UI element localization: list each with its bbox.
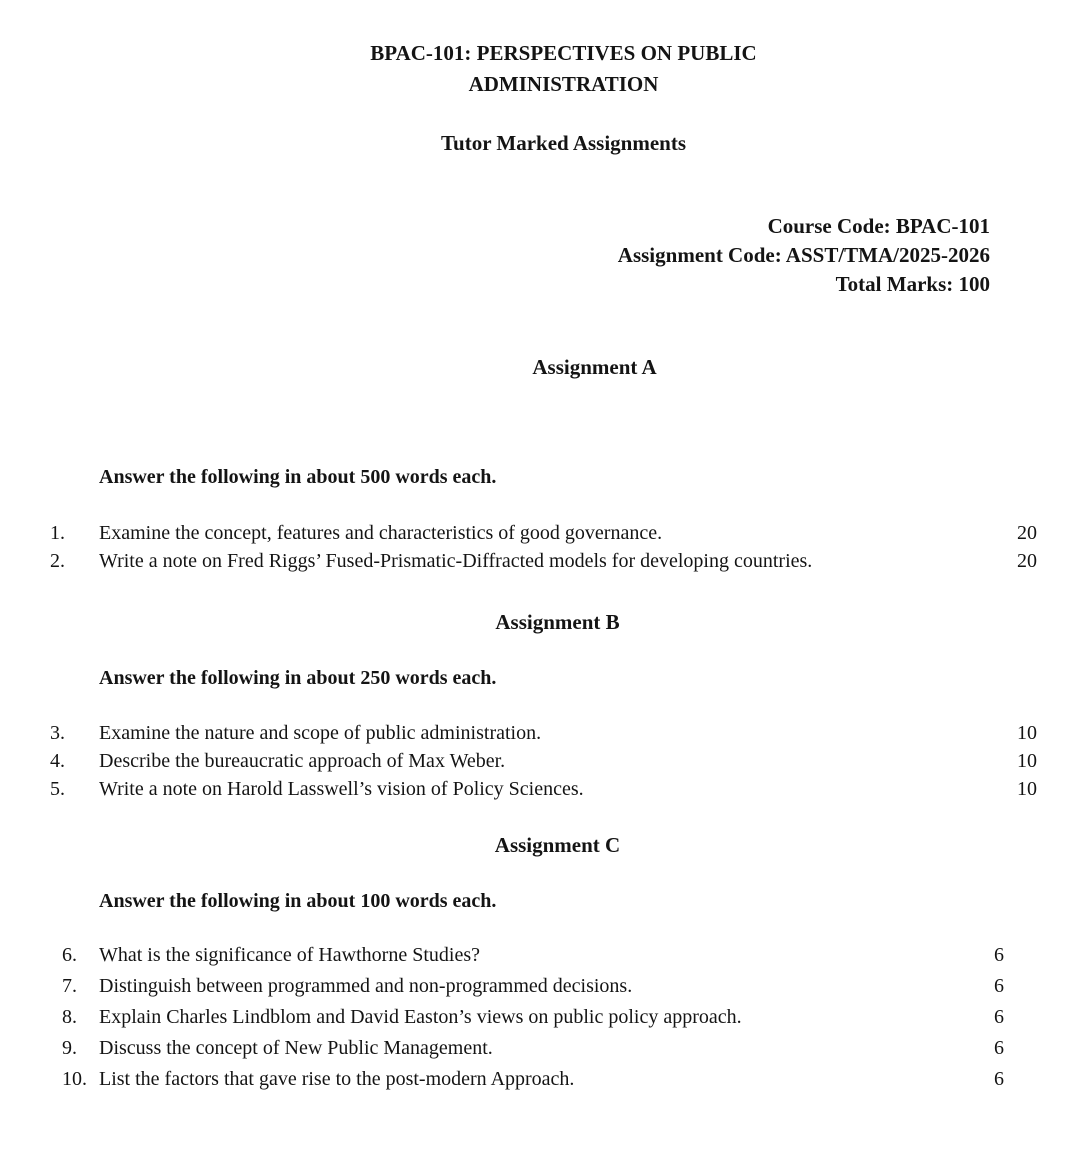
course-code: Course Code: BPAC-101 — [767, 214, 990, 238]
section-heading-b: Assignment B — [495, 610, 620, 634]
question-row — [62, 1033, 1037, 1064]
question-number: 5. — [50, 778, 65, 800]
document-subtitle: Tutor Marked Assignments — [440, 131, 687, 155]
question-number: 4. — [50, 750, 65, 772]
question-text: Write a note on Fred Riggs’ Fused-Prismatic-Diffracted models for developing countries. — [99, 550, 813, 572]
document-title-line1: BPAC-101: PERSPECTIVES ON PUBLIC — [370, 41, 757, 65]
document-title — [70, 38, 1057, 100]
question-row — [62, 1002, 1037, 1033]
question-marks: 20 — [1017, 550, 1037, 572]
question-row — [50, 719, 1037, 747]
question-row — [62, 1064, 1037, 1095]
question-list-b — [50, 719, 1037, 803]
question-list-c — [50, 940, 1037, 1095]
question-marks: 6 — [994, 944, 1004, 966]
section-heading-c: Assignment C — [494, 833, 621, 857]
question-marks: 10 — [1017, 722, 1037, 744]
question-text: What is the significance of Hawthorne Studies? — [99, 944, 480, 966]
question-row — [50, 547, 1037, 575]
question-number: 9. — [62, 1037, 77, 1059]
question-text: List the factors that gave rise to the post-modern Approach. — [99, 1068, 575, 1090]
question-text: Write a note on Harold Lasswell’s vision of Policy Sciences. — [99, 778, 584, 800]
meta-block — [50, 212, 1037, 299]
assignment-document-page — [0, 38, 1080, 1175]
question-row — [50, 747, 1037, 775]
question-text: Distinguish between programmed and non-programmed decisions. — [99, 975, 633, 997]
question-text: Examine the concept, features and characteristics of good governance. — [99, 522, 663, 544]
question-row — [50, 519, 1037, 547]
section-instruction-b: Answer the following in about 250 words each. — [99, 667, 497, 689]
question-row — [50, 775, 1037, 803]
question-number: 10. — [62, 1068, 87, 1090]
question-row — [62, 940, 1037, 971]
question-text: Examine the nature and scope of public administration. — [99, 722, 542, 744]
question-number: 7. — [62, 975, 77, 997]
question-number: 3. — [50, 722, 65, 744]
question-text: Describe the bureaucratic approach of Max Weber. — [99, 750, 506, 772]
question-list-a — [50, 519, 1037, 575]
section-instruction-a: Answer the following in about 500 words each. — [99, 466, 497, 488]
question-number: 8. — [62, 1006, 77, 1028]
total-marks: Total Marks: 100 — [835, 272, 990, 296]
assignment-code: Assignment Code: ASST/TMA/2025-2026 — [617, 243, 990, 267]
question-number: 2. — [50, 550, 65, 572]
question-marks: 20 — [1017, 522, 1037, 544]
question-text: Discuss the concept of New Public Management. — [99, 1037, 493, 1059]
question-text: Explain Charles Lindblom and David Easton’s views on public policy approach. — [99, 1006, 742, 1028]
question-number: 6. — [62, 944, 77, 966]
question-marks: 6 — [994, 1037, 1004, 1059]
question-marks: 6 — [994, 1006, 1004, 1028]
document-title-line2: ADMINISTRATION — [468, 72, 659, 96]
question-marks: 10 — [1017, 750, 1037, 772]
question-marks: 6 — [994, 975, 1004, 997]
section-instruction-c: Answer the following in about 100 words each. — [99, 890, 497, 912]
question-number: 1. — [50, 522, 65, 544]
question-marks: 10 — [1017, 778, 1037, 800]
section-heading-a: Assignment A — [532, 355, 657, 379]
question-row — [62, 971, 1037, 1002]
question-marks: 6 — [994, 1068, 1004, 1090]
